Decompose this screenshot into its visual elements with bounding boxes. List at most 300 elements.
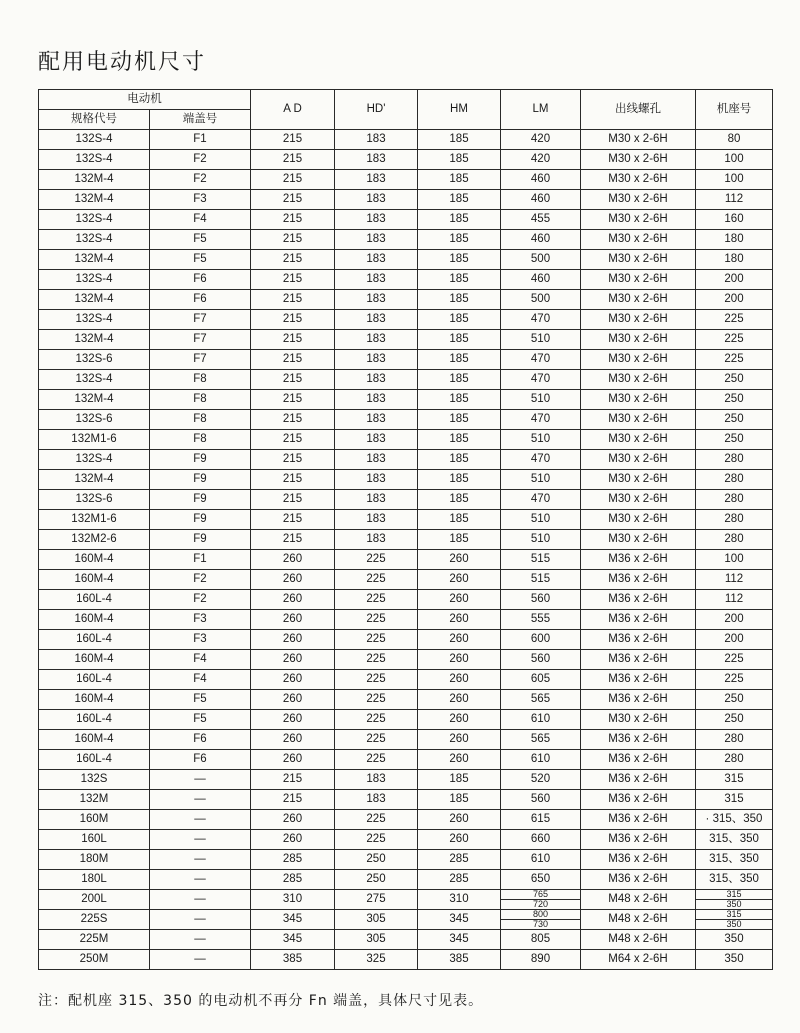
cell-hm: 185 [418,290,501,310]
table-row [39,530,773,550]
cell-frame-no: 280 [696,470,773,490]
cell-ad: 215 [251,210,335,230]
cell-hd: 225 [335,690,418,710]
cell-ad: 215 [251,390,335,410]
cell-hd: 183 [335,230,418,250]
cell-hm: 185 [418,150,501,170]
cell-end-cover: F5 [150,690,251,710]
cell-hd: 183 [335,250,418,270]
table-row [39,730,773,750]
cell-ad: 260 [251,670,335,690]
cell-ad: 215 [251,490,335,510]
cell-lm: 500 [501,250,581,270]
cell-lm: 510 [501,530,581,550]
cell-lm: 555 [501,610,581,630]
cell-hm: 185 [418,390,501,410]
cell-hd: 183 [335,310,418,330]
cell-end-cover: F4 [150,650,251,670]
cell-hd: 183 [335,470,418,490]
cell-model: 132M1-6 [39,430,150,450]
cell-model: 160L-4 [39,670,150,690]
cell-hd: 183 [335,350,418,370]
cell-lm: 560 [501,650,581,670]
cell-hd: 305 [335,930,418,950]
cell-lm: 610 [501,710,581,730]
cell-ad: 260 [251,550,335,570]
cell-model: 160M-4 [39,650,150,670]
table-row [39,790,773,810]
cell-frame-no: 112 [696,570,773,590]
cell-frame-no: 250 [696,430,773,450]
cell-hm: 185 [418,530,501,550]
cell-outlet-hole: M48 x 2-6H [581,910,696,930]
header-lm: LM [501,90,581,130]
cell-end-cover: F2 [150,150,251,170]
cell-end-cover: F2 [150,570,251,590]
cell-model: 132S-4 [39,310,150,330]
cell-frame-no: 280 [696,530,773,550]
cell-ad: 285 [251,870,335,890]
cell-frame-no: 200 [696,610,773,630]
cell-end-cover: — [150,870,251,890]
header-ad: A D [251,90,335,130]
cell-hm: 185 [418,770,501,790]
table-row [39,690,773,710]
cell-frame-no: 100 [696,550,773,570]
cell-lm: 460 [501,170,581,190]
cell-frame-no: 280 [696,510,773,530]
cell-lm: 460 [501,190,581,210]
cell-frame-no: 225 [696,310,773,330]
table-row [39,710,773,730]
cell-hm: 260 [418,750,501,770]
cell-outlet-hole: M36 x 2-6H [581,610,696,630]
cell-lm: 510 [501,330,581,350]
table-row [39,390,773,410]
cell-model: 132S-4 [39,130,150,150]
cell-model: 132M-4 [39,290,150,310]
cell-lm: 615 [501,810,581,830]
cell-ad: 260 [251,750,335,770]
cell-model: 132S-4 [39,210,150,230]
cell-lm: 515 [501,570,581,590]
cell-lm: 510 [501,510,581,530]
cell-lm: 470 [501,450,581,470]
cell-end-cover: F7 [150,350,251,370]
cell-outlet-hole: M30 x 2-6H [581,490,696,510]
table-row [39,170,773,190]
cell-end-cover: F2 [150,590,251,610]
cell-outlet-hole: M30 x 2-6H [581,170,696,190]
cell-outlet-hole: M64 x 2-6H [581,950,696,970]
cell-hd: 183 [335,190,418,210]
cell-end-cover: F6 [150,270,251,290]
cell-outlet-hole: M36 x 2-6H [581,830,696,850]
cell-model: 200L [39,890,150,910]
table-row [39,370,773,390]
cell-frame-no: 280 [696,730,773,750]
cell-lm: 510 [501,390,581,410]
cell-outlet-hole: M30 x 2-6H [581,270,696,290]
cell-hd: 225 [335,570,418,590]
cell-model: 160M-4 [39,570,150,590]
cell-end-cover: F4 [150,210,251,230]
cell-end-cover: — [150,810,251,830]
cell-hm: 385 [418,950,501,970]
cell-lm: 805 [501,930,581,950]
cell-model: 225S [39,910,150,930]
cell-model: 160M-4 [39,610,150,630]
cell-lm: 890 [501,950,581,970]
cell-model: 132M-4 [39,470,150,490]
table-row [39,310,773,330]
cell-model: 132M-4 [39,390,150,410]
cell-frame-no: 315 [696,790,773,810]
cell-hd: 183 [335,450,418,470]
cell-hd: 250 [335,850,418,870]
cell-ad: 215 [251,770,335,790]
table-row [39,830,773,850]
cell-hm: 185 [418,430,501,450]
cell-hm: 185 [418,490,501,510]
motor-dimension-table [38,89,773,970]
table-row [39,750,773,770]
cell-ad: 215 [251,130,335,150]
cell-lm: 470 [501,350,581,370]
cell-hm: 185 [418,470,501,490]
table-row [39,190,773,210]
cell-lm: 460 [501,230,581,250]
cell-ad: 215 [251,790,335,810]
cell-lm: 610 [501,850,581,870]
cell-end-cover: F3 [150,190,251,210]
cell-ad: 215 [251,530,335,550]
cell-model: 160L-4 [39,750,150,770]
cell-end-cover: — [150,890,251,910]
cell-lm: 500 [501,290,581,310]
cell-frame-no: 225 [696,670,773,690]
cell-frame-no [696,890,773,910]
cell-end-cover: F8 [150,410,251,430]
cell-end-cover: F1 [150,550,251,570]
cell-end-cover: — [150,790,251,810]
cell-hd: 183 [335,390,418,410]
cell-hm: 310 [418,890,501,910]
cell-hd: 183 [335,330,418,350]
cell-lm: 510 [501,470,581,490]
cell-frame-no: 200 [696,270,773,290]
table-row [39,950,773,970]
cell-ad: 215 [251,330,335,350]
cell-end-cover: — [150,850,251,870]
cell-lm: 560 [501,790,581,810]
table-row [39,930,773,950]
cell-hd: 225 [335,810,418,830]
cell-ad: 260 [251,830,335,850]
table-row [39,430,773,450]
cell-ad: 215 [251,190,335,210]
cell-frame-no: 200 [696,630,773,650]
table-body [39,130,773,970]
cell-hm: 185 [418,270,501,290]
cell-hm: 260 [418,830,501,850]
cell-frame-no: 315、350 [696,870,773,890]
cell-outlet-hole: M30 x 2-6H [581,230,696,250]
cell-hm: 185 [418,190,501,210]
cell-hd: 183 [335,290,418,310]
cell-lm: 470 [501,410,581,430]
cell-frame-no: 315 [696,770,773,790]
table-row [39,490,773,510]
cell-frame-no: 315、350 [696,850,773,870]
cell-model: 250M [39,950,150,970]
cell-end-cover: F9 [150,530,251,550]
cell-hd: 183 [335,790,418,810]
cell-lm-part: 720 [501,899,580,909]
cell-end-cover: F3 [150,610,251,630]
header-motor-group: 电动机 [39,90,251,110]
cell-outlet-hole: M30 x 2-6H [581,710,696,730]
cell-hd: 250 [335,870,418,890]
cell-hm: 345 [418,930,501,950]
header-end-cover: 端盖号 [150,110,251,130]
cell-lm: 420 [501,130,581,150]
cell-frame-no: 280 [696,450,773,470]
cell-hm: 185 [418,450,501,470]
cell-end-cover: — [150,830,251,850]
cell-ad: 345 [251,930,335,950]
table-row [39,130,773,150]
cell-outlet-hole: M30 x 2-6H [581,250,696,270]
cell-hm: 260 [418,710,501,730]
cell-outlet-hole: M30 x 2-6H [581,450,696,470]
cell-hd: 225 [335,550,418,570]
cell-outlet-hole: M36 x 2-6H [581,730,696,750]
table-row [39,330,773,350]
cell-end-cover: F9 [150,490,251,510]
table-row [39,210,773,230]
cell-end-cover: F7 [150,310,251,330]
table-row [39,770,773,790]
cell-lm-part: 800 [532,909,549,919]
header-outlet-hole: 出线螺孔 [581,90,696,130]
cell-model: 132S-4 [39,370,150,390]
cell-outlet-hole: M36 x 2-6H [581,870,696,890]
cell-hd: 183 [335,490,418,510]
cell-hm: 260 [418,550,501,570]
table-row [39,670,773,690]
cell-hm: 185 [418,250,501,270]
cell-frame-no: 225 [696,330,773,350]
cell-hd: 225 [335,610,418,630]
cell-end-cover: F3 [150,630,251,650]
cell-frame-no: 112 [696,590,773,610]
cell-frame-no: 315、350 [696,830,773,850]
cell-end-cover: F7 [150,330,251,350]
cell-ad: 345 [251,910,335,930]
cell-end-cover: F8 [150,370,251,390]
cell-ad: 260 [251,810,335,830]
table-row [39,890,773,910]
cell-outlet-hole: M36 x 2-6H [581,650,696,670]
cell-frame-no: 280 [696,750,773,770]
cell-hm: 185 [418,510,501,530]
cell-end-cover: F9 [150,510,251,530]
cell-model: 132S-6 [39,350,150,370]
cell-ad: 215 [251,170,335,190]
cell-ad: 215 [251,230,335,250]
table-row [39,590,773,610]
cell-ad: 215 [251,450,335,470]
cell-outlet-hole: M30 x 2-6H [581,150,696,170]
cell-end-cover: F5 [150,250,251,270]
cell-outlet-hole: M36 x 2-6H [581,770,696,790]
cell-ad: 215 [251,430,335,450]
cell-lm: 470 [501,310,581,330]
cell-outlet-hole: M36 x 2-6H [581,670,696,690]
cell-ad: 385 [251,950,335,970]
cell-model: 132S [39,770,150,790]
cell-frame-no: 180 [696,230,773,250]
cell-end-cover: F9 [150,450,251,470]
cell-hm: 185 [418,370,501,390]
cell-ad: 260 [251,710,335,730]
cell-frame-no: 100 [696,150,773,170]
cell-outlet-hole: M30 x 2-6H [581,350,696,370]
cell-lm [501,890,581,910]
cell-lm-part: 765 [532,889,549,899]
cell-model: 132S-4 [39,150,150,170]
table-row [39,410,773,430]
cell-hm: 260 [418,810,501,830]
cell-frame-no-part: 350 [696,899,772,909]
cell-frame-no: 160 [696,210,773,230]
cell-ad: 215 [251,270,335,290]
cell-frame-no: 180 [696,250,773,270]
cell-ad: 260 [251,690,335,710]
cell-hd: 225 [335,710,418,730]
cell-ad: 260 [251,630,335,650]
cell-lm: 565 [501,690,581,710]
cell-hd: 183 [335,430,418,450]
cell-lm: 600 [501,630,581,650]
cell-frame-no: 250 [696,710,773,730]
cell-hd: 183 [335,530,418,550]
cell-hm: 185 [418,790,501,810]
cell-ad: 215 [251,310,335,330]
cell-outlet-hole: M36 x 2-6H [581,550,696,570]
table-row [39,610,773,630]
cell-model: 132S-4 [39,270,150,290]
table-row [39,230,773,250]
cell-model: 132M-4 [39,250,150,270]
cell-outlet-hole: M30 x 2-6H [581,390,696,410]
cell-model: 160M-4 [39,690,150,710]
table-row [39,350,773,370]
cell-hd: 183 [335,510,418,530]
cell-frame-no-part: 315 [726,909,742,919]
page-title: 配用电动机尺寸 [38,49,207,75]
cell-frame-no: · 315、350 [696,810,773,830]
cell-outlet-hole: M36 x 2-6H [581,630,696,650]
cell-hm: 185 [418,210,501,230]
cell-model: 160M-4 [39,550,150,570]
cell-hm: 345 [418,910,501,930]
table-row [39,270,773,290]
cell-hd: 183 [335,270,418,290]
cell-hd: 325 [335,950,418,970]
cell-outlet-hole: M36 x 2-6H [581,790,696,810]
cell-hm: 260 [418,690,501,710]
cell-outlet-hole: M30 x 2-6H [581,330,696,350]
table-row [39,870,773,890]
cell-lm: 520 [501,770,581,790]
cell-model: 132S-4 [39,450,150,470]
cell-hm: 185 [418,170,501,190]
cell-hm: 285 [418,870,501,890]
cell-outlet-hole: M30 x 2-6H [581,290,696,310]
footnote: 注：配机座 315、350 的电动机不再分 Fn 端盖，具体尺寸见表。 [38,993,484,1009]
cell-hm: 185 [418,350,501,370]
cell-end-cover: F5 [150,230,251,250]
cell-model: 132M2-6 [39,530,150,550]
cell-model: 132S-6 [39,490,150,510]
cell-model: 160L [39,830,150,850]
cell-end-cover: F9 [150,470,251,490]
table-row [39,650,773,670]
table-row [39,630,773,650]
cell-model: 160L-4 [39,590,150,610]
cell-lm: 470 [501,490,581,510]
cell-frame-no: 250 [696,690,773,710]
cell-outlet-hole: M36 x 2-6H [581,590,696,610]
cell-hm: 260 [418,610,501,630]
table-row [39,910,773,930]
cell-end-cover: F8 [150,430,251,450]
cell-lm: 420 [501,150,581,170]
cell-hd: 305 [335,910,418,930]
cell-end-cover: F1 [150,130,251,150]
cell-frame-no: 80 [696,130,773,150]
cell-hd: 225 [335,670,418,690]
cell-model: 132M-4 [39,170,150,190]
cell-outlet-hole: M36 x 2-6H [581,690,696,710]
cell-outlet-hole: M36 x 2-6H [581,850,696,870]
header-hm: HM [418,90,501,130]
cell-hm: 185 [418,310,501,330]
table-row [39,850,773,870]
cell-lm: 565 [501,730,581,750]
cell-hd: 225 [335,650,418,670]
cell-outlet-hole: M36 x 2-6H [581,570,696,590]
cell-lm: 460 [501,270,581,290]
cell-end-cover: F2 [150,170,251,190]
cell-ad: 215 [251,470,335,490]
cell-ad: 215 [251,510,335,530]
cell-lm: 660 [501,830,581,850]
cell-model: 160L-4 [39,710,150,730]
cell-ad: 310 [251,890,335,910]
cell-outlet-hole: M30 x 2-6H [581,530,696,550]
cell-frame-no: 200 [696,290,773,310]
cell-model: 132M1-6 [39,510,150,530]
table-row [39,250,773,270]
cell-lm [501,910,581,930]
cell-ad: 260 [251,610,335,630]
cell-ad: 215 [251,410,335,430]
cell-hd: 275 [335,890,418,910]
cell-ad: 215 [251,150,335,170]
